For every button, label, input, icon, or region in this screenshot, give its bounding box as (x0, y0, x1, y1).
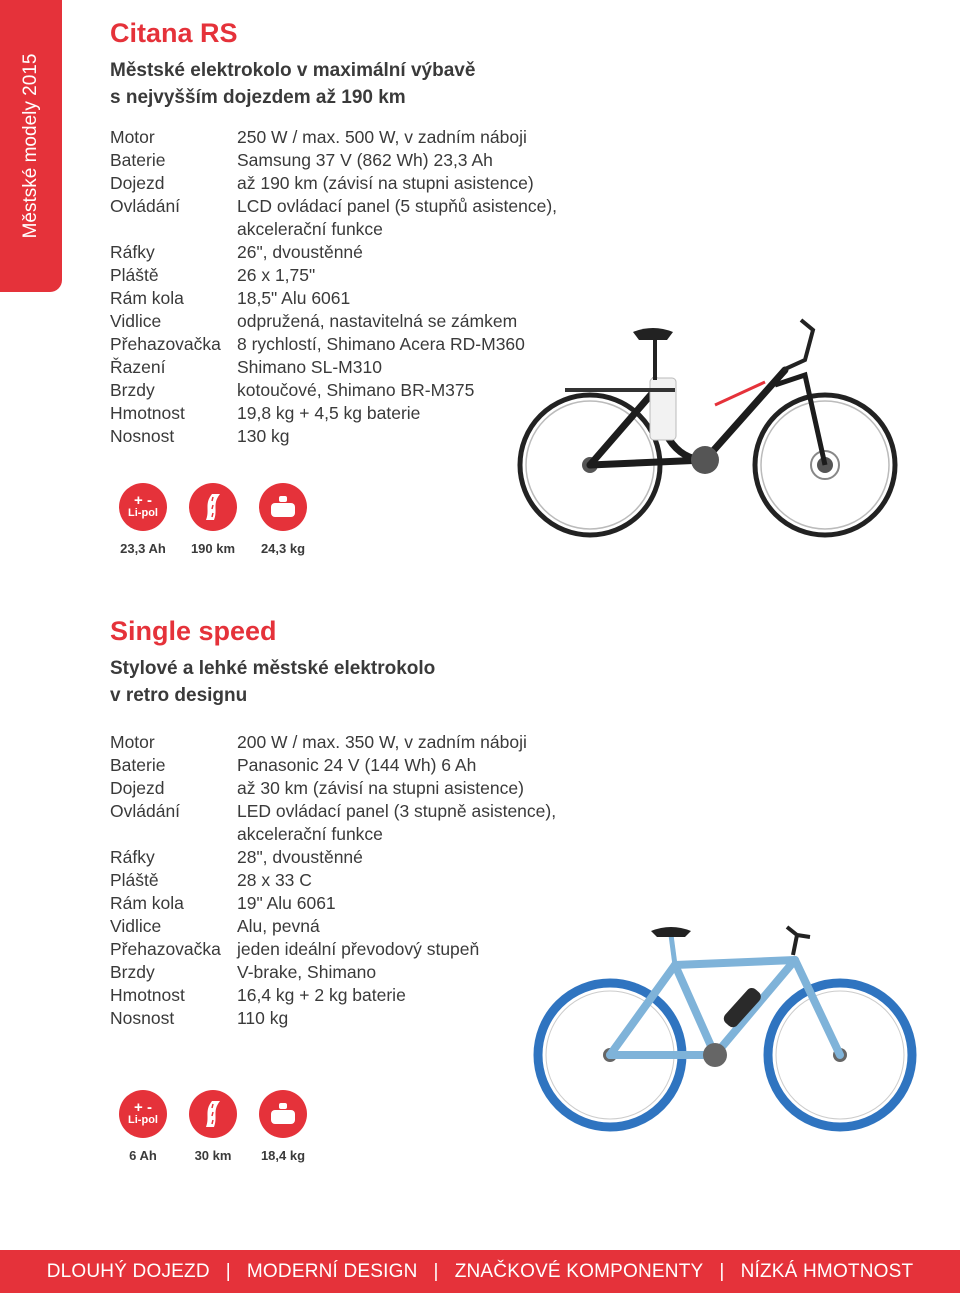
spec-row (110, 823, 610, 846)
spec-value: 28", dvoustěnné (237, 847, 363, 867)
footer-separator: | (433, 1260, 439, 1282)
spec-label: Vidlice (110, 916, 162, 936)
spec-value: Samsung 37 V (862 Wh) 23,3 Ah (237, 150, 493, 170)
spec-label: Dojezd (110, 778, 165, 798)
spec-value: až 190 km (závisí na stupni asistence) (237, 173, 534, 193)
spec-value: akcelerační funkce (237, 219, 383, 239)
spec-row (110, 218, 610, 241)
bike1-battery (650, 378, 676, 440)
side-tab-label: Městské modely 2015 (20, 53, 41, 239)
footer-item: MODERNÍ DESIGN (246, 1260, 418, 1282)
spec-value: jeden ideální převodový stupeň (237, 939, 480, 959)
footer-item: DLOUHÝ DOJEZD (46, 1260, 210, 1282)
bike1-weight-value: 24,3 kg (260, 541, 306, 556)
bike1-fork (775, 375, 825, 465)
road-icon (189, 483, 237, 531)
spec-value: 130 kg (237, 426, 290, 446)
footer-separator: | (719, 1260, 725, 1282)
spec-label: Rám kola (110, 288, 184, 308)
bike2-header (110, 615, 610, 709)
spec-label: Baterie (110, 755, 166, 775)
spec-row (110, 195, 610, 218)
bike1-saddle (633, 328, 673, 340)
bike1-range-spec (178, 483, 248, 556)
bike1-battery-spec (108, 483, 178, 556)
spec-label: Motor (110, 732, 155, 752)
spec-row (110, 264, 610, 287)
bike1-subtitle-line1: Městské elektrokolo v maximální výbavě (110, 60, 476, 81)
bike2-weight-value: 18,4 kg (260, 1148, 306, 1163)
battery-type: Li-pol (128, 507, 158, 519)
spec-value: 26 x 1,75" (237, 265, 316, 285)
spec-value: 19,8 kg + 4,5 kg baterie (237, 403, 421, 423)
spec-row (110, 754, 610, 777)
spec-label: Vidlice (110, 311, 162, 331)
spec-value: LED ovládací panel (3 stupně asistence), (237, 801, 557, 821)
bike2-crank (703, 1043, 727, 1067)
bike1-handlebar (783, 320, 813, 370)
bike2-seatpost (671, 935, 675, 965)
spec-label: Přehazovačka (110, 939, 221, 959)
spec-label: Brzdy (110, 380, 155, 400)
bike1-title: Citana RS (110, 18, 238, 48)
bike2-saddle (651, 927, 691, 937)
battery-icon (119, 483, 167, 531)
bike2-battery-spec (108, 1090, 178, 1163)
bike2-weight-spec (248, 1090, 318, 1163)
bike1-header (110, 17, 610, 111)
bike2-range-spec (178, 1090, 248, 1163)
spec-label (110, 823, 237, 846)
battery-icon (119, 1090, 167, 1138)
spec-label: Nosnost (110, 426, 175, 446)
bike1-battery-value: 23,3 Ah (120, 541, 166, 556)
spec-value: 110 kg (237, 1008, 289, 1028)
bike1-image (505, 310, 905, 550)
road-icon (189, 1090, 237, 1138)
spec-value: Panasonic 24 V (144 Wh) 6 Ah (237, 755, 477, 775)
bike2-handlebar (787, 927, 810, 955)
spec-value: 18,5" Alu 6061 (237, 288, 351, 308)
spec-label: Baterie (110, 150, 166, 170)
footer-item: NÍZKÁ HMOTNOST (740, 1260, 914, 1282)
spec-value: 16,4 kg + 2 kg baterie (237, 985, 406, 1005)
spec-value: 200 W / max. 350 W, v zadním náboji (237, 732, 527, 752)
spec-value: 28 x 33 C (237, 870, 312, 890)
spec-label: Ovládání (110, 801, 181, 821)
spec-label: Řazení (110, 357, 166, 377)
bike2-image (525, 905, 925, 1135)
spec-label: Pláště (110, 265, 159, 285)
bike2-title: Single speed (110, 616, 277, 646)
footer-banner (0, 1250, 960, 1293)
battery-type: Li-pol (128, 1114, 158, 1126)
spec-row (110, 731, 610, 754)
spec-value: kotoučové, Shimano BR-M375 (237, 380, 475, 400)
spec-value: Shimano SL-M310 (237, 357, 382, 377)
spec-value: Alu, pevná (237, 916, 320, 936)
spec-label: Pláště (110, 870, 159, 890)
spec-label: Rám kola (110, 893, 184, 913)
spec-row (110, 800, 610, 823)
bike1-subtitle-line2: s nejvyšším dojezdem až 190 km (110, 87, 406, 108)
spec-value: LCD ovládací panel (5 stupňů asistence), (237, 196, 558, 216)
spec-label: Hmotnost (110, 985, 185, 1005)
spec-label: Hmotnost (110, 403, 185, 423)
bike2-battery-value: 6 Ah (129, 1148, 157, 1163)
bike2-icon-row (108, 1090, 318, 1163)
spec-label: Ráfky (110, 847, 155, 867)
spec-row (110, 869, 610, 892)
weight-icon (259, 483, 307, 531)
spec-row (110, 172, 610, 195)
battery-symbol: + - (134, 1099, 152, 1116)
bike1-crank (691, 446, 719, 474)
side-tab (0, 0, 62, 292)
spec-row (110, 126, 610, 149)
spec-label: Přehazovačka (110, 334, 221, 354)
spec-row (110, 149, 610, 172)
bike2-frame (610, 960, 840, 1055)
spec-value: 250 W / max. 500 W, v zadním náboji (237, 127, 527, 147)
bike2-range-value: 30 km (194, 1148, 232, 1163)
spec-value: 26", dvoustěnné (237, 242, 363, 262)
spec-value: odpružená, nastavitelná se zámkem (237, 311, 518, 331)
spec-label (110, 218, 237, 241)
spec-label: Ovládání (110, 196, 181, 216)
bike1-subtitle (110, 57, 610, 111)
bike2-subtitle-line1: Stylové a lehké městské elektrokolo (110, 658, 436, 679)
spec-value: 19" Alu 6061 (237, 893, 336, 913)
spec-label: Brzdy (110, 962, 155, 982)
bike2-subtitle-line2: v retro designu (110, 685, 248, 706)
bike1-icon-row (108, 483, 318, 556)
spec-label: Nosnost (110, 1008, 175, 1028)
spec-label: Motor (110, 127, 155, 147)
footer-separator: | (225, 1260, 231, 1282)
spec-label: Dojezd (110, 173, 165, 193)
bike2-subtitle (110, 655, 610, 709)
weight-icon (259, 1090, 307, 1138)
spec-row (110, 777, 610, 800)
battery-symbol: + - (134, 492, 152, 509)
spec-value: V-brake, Shimano (237, 962, 377, 982)
spec-value: až 30 km (závisí na stupni asistence) (237, 778, 524, 798)
spec-value: 8 rychlostí, Shimano Acera RD-M360 (237, 334, 525, 354)
spec-row (110, 287, 610, 310)
spec-row (110, 241, 610, 264)
bike1-range-value: 190 km (190, 541, 236, 556)
footer-item: ZNAČKOVÉ KOMPONENTY (454, 1260, 704, 1282)
spec-value: akcelerační funkce (237, 824, 383, 844)
spec-label: Ráfky (110, 242, 155, 262)
spec-row (110, 846, 610, 869)
bike1-weight-spec (248, 483, 318, 556)
